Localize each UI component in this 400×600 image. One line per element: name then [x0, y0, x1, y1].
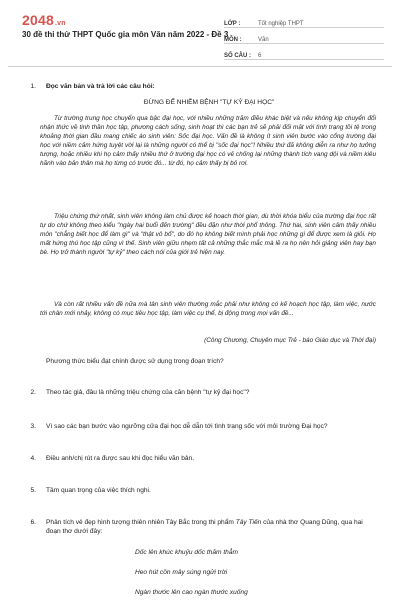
question-text [46, 518, 378, 536]
question-number: 5. [30, 487, 36, 494]
passage-paragraph-2: Triệu chứng thứ nhất, sinh viên không làm chủ được kế hoạch thời gian, dù thời khóa biểu của trường đại học rất tự do chứ không theo kiểu "ngày hai buổi đến trường" đều đặn như thời phổ thông. Thứ hai, sinh viên cảm thấy nhiều môn "chẳng biết học để làm gì" và "thật vô bổ", do đó họ không biết mình phải học những gì để được xem là giỏi. Họ mất hứng thú học tập cũng vì thế. Sinh viên giữu nhẹm tất cả những thắc mắc mà lẽ ra họ nên hỏi giảng viên hay bạn bè. Họ trở thành người "tự kỷ" theo cách nói của giới trẻ hiện nay. [40, 213, 376, 256]
question-1-sub [22, 357, 378, 366]
meta-key: LỚP : [224, 21, 241, 27]
question-text: Vì sao các bạn bước vào ngưỡng cửa đại học dễ dẫn tới tình trạng sốc với môi trường Đại học? [46, 423, 328, 430]
question-number: 1. [30, 83, 36, 90]
question-number: 4. [30, 455, 36, 462]
question-2 [22, 388, 378, 397]
logo-text: 2048 [22, 12, 54, 28]
meta-row-class [224, 12, 384, 28]
question-text: Tầm quan trọng của việc thích nghi. [46, 487, 151, 494]
passage-source: (Công Chương, Chuyên mục Trẻ - báo Giáo dục và Thời đại) [204, 337, 376, 344]
poem-line-1: Dốc lên khúc khuỷu dốc thăm thẳm [135, 549, 238, 556]
meta-value: 6 [258, 53, 262, 59]
question-text: Điều anh/chị rút ra được sau khi đọc hiểu văn bản. [46, 455, 195, 462]
meta-key: MÔN : [224, 37, 242, 43]
passage-paragraph-1: Từ trường trung học chuyển qua bậc đại học, với nhiều những trăm điều khác biệt và nếu không kịp chuyển đổi nhận thức về tinh thần học tập, phương cách sống, sinh hoạt thì các bạn trẻ sẽ phải đối mặt với tình trạng tồi tệ trong khoảng thời gian đầu mang chiếc áo sinh viên: Sốc đại học. Vấn đề là không ít sinh viên bước vào cổng trường đại học với niềm cảm hứng tuyệt vời lại là những người có thể bị "sốc đại học"! Nhiều thứ đã không diễn ra như họ tưởng tượng, hoặc nhiều khi họ cảm thấy nhiều thứ ở trường đại học có vẻ chống lại những thành tích vang dội và niềm kiêu hãnh vào bản thân mà họ từng có trước đó... từ đó, họ cảm thấy bị bỏ rơi. [40, 115, 376, 167]
question-1 [22, 82, 378, 91]
poem-line-3: Ngàn thước lên cao ngàn thước xuống [135, 589, 248, 596]
question-number: 2. [30, 389, 36, 396]
meta-key: SỐ CÂU : [224, 53, 251, 59]
question-text-before: Phân tích vẻ đẹp hình tượng thiên nhiên Tây Bắc trong thi phẩm [46, 519, 236, 526]
document-title: 30 đề thi thử THPT Quốc gia môn Văn năm 2022 - Đề 3 [22, 30, 229, 39]
meta-row-subject [224, 28, 384, 44]
question-instruction: Đọc văn bản và trả lời các câu hỏi: [46, 83, 155, 90]
question-text: Phương thức biểu đạt chính được sử dụng trong đoạn trích? [46, 358, 224, 365]
passage-title: ĐỪNG ĐỂ NHIỄM BỆNH "TỰ KỶ ĐẠI HỌC" [143, 99, 275, 106]
work-title: Tây Tiến [235, 519, 262, 526]
question-text-after: của nhà thơ Quang Dũng, qua hai đoạn thơ dưới đây: [46, 519, 363, 535]
meta-row-count [224, 44, 384, 60]
question-text: Theo tác giả, đâu là những triệu chứng của căn bệnh "tự kỷ đại học"? [46, 389, 250, 396]
question-number: 6. [30, 519, 36, 526]
question-3 [22, 422, 378, 431]
passage-paragraph-3: Và còn rất nhiều vấn đề nữa mà tân sinh viên thường mắc phải như không có kế hoạch học tập, làm việc, nước tới chân mới nhảy, không có mục tiêu học tập, làm việc cụ thể, bị động trong mọi vấn đề... [40, 301, 376, 317]
question-number: 3. [30, 423, 36, 430]
meta-value: Tốt nghiệp THPT [258, 21, 304, 27]
header-divider [8, 66, 392, 67]
poem-line-2: Heo hút cồn mây súng ngửi trời [135, 569, 228, 576]
logo-suffix: .vn [54, 20, 66, 27]
meta-table [224, 12, 384, 60]
site-logo[interactable] [22, 12, 66, 28]
meta-value: Văn [258, 37, 269, 43]
question-6 [22, 518, 378, 536]
question-5 [22, 486, 378, 495]
question-4 [22, 454, 378, 463]
